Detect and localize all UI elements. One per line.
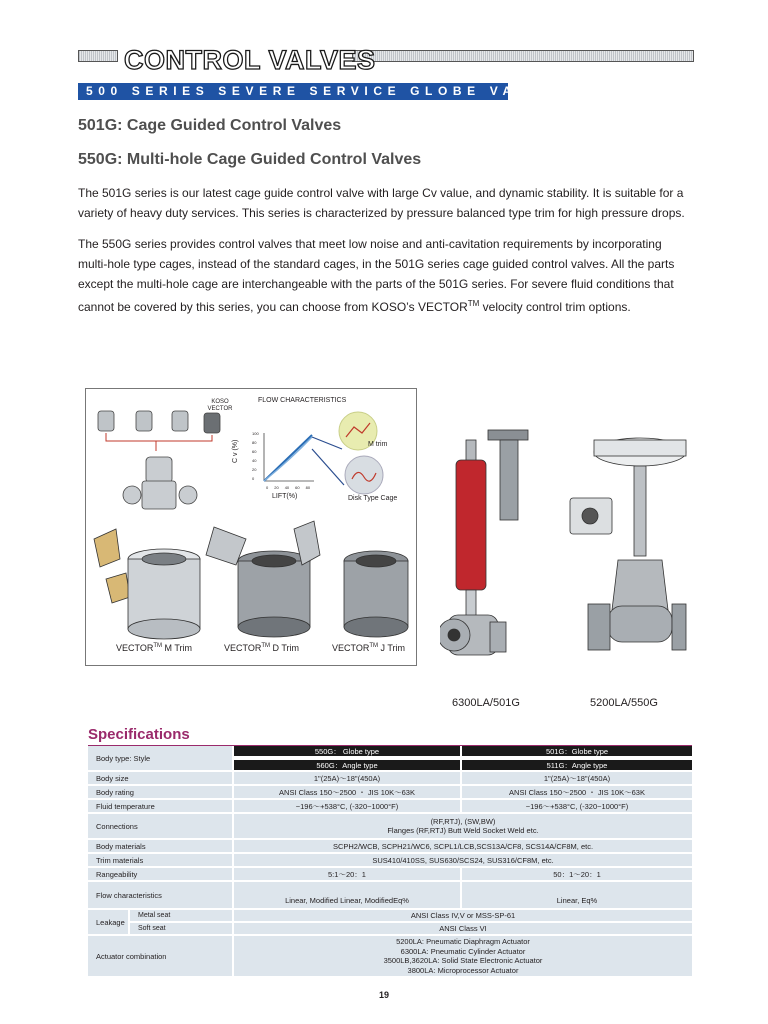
spec-body-type-550g: 550G： Globe type <box>234 746 460 756</box>
spec-body-type-511g: 511G：Angle type <box>462 760 692 770</box>
spec-label-body-type: Body type: Style <box>88 746 232 770</box>
y-tick: 40 <box>252 458 257 463</box>
spec-body-type-501g: 501G：Globe type <box>462 746 692 756</box>
vector-word: VECTOR <box>224 643 262 653</box>
cage-icons-row <box>98 411 220 433</box>
koso-vector-label: KOSO VECTOR <box>207 399 233 412</box>
x-tick: 40 <box>284 485 290 490</box>
valve-6300la-photo <box>440 430 528 655</box>
spec-actuator-5200la: 5200LA: Pneumatic Diaphragm Actuator <box>396 937 530 946</box>
header-stripe-left <box>78 50 118 62</box>
flow-characteristics-chart <box>264 412 383 494</box>
x-tick: 0 <box>266 485 269 490</box>
chart-x-ticks <box>266 485 310 490</box>
spec-body-type-560g: 560G：Angle type <box>234 760 460 770</box>
spec-flow-char-501: Linear, Eq% <box>462 882 692 908</box>
spec-label-connections: Connections <box>88 814 232 838</box>
spec-label-leakage: Leakage <box>88 910 128 934</box>
y-tick: 100 <box>252 431 259 436</box>
y-tick: 60 <box>252 449 257 454</box>
chart-y-ticks <box>252 429 259 483</box>
cage-icon <box>204 413 220 433</box>
chart-x-label: LIFT(%) <box>272 493 298 500</box>
spec-rangeability-550: 5:1～20：1 <box>234 868 460 880</box>
specifications-title: Specifications <box>88 726 190 743</box>
valve-body-sketch <box>123 457 197 509</box>
y-tick: 0 <box>252 476 255 481</box>
spec-label-body-rating: Body rating <box>88 786 232 798</box>
vector-word: VECTOR <box>116 643 154 653</box>
trim-j-text: J Trim <box>380 643 406 653</box>
cage-icon <box>136 411 152 431</box>
x-tick: 60 <box>295 485 300 490</box>
cage-icon <box>172 411 188 431</box>
photo-caption-6300la: 6300LA/501G <box>452 697 520 709</box>
spec-label-body-size: Body size <box>88 772 232 784</box>
spec-label-fluid-temp: Fluid temperature <box>88 800 232 812</box>
tm-sup: TM <box>153 643 163 649</box>
spec-label-soft-seat: Soft seat <box>130 923 232 934</box>
paragraph-550g <box>78 234 694 317</box>
spec-connections <box>234 814 692 838</box>
spec-body-rating-550: ANSI Class 150～2500 ・ JIS 10K～63K <box>234 786 460 798</box>
spec-connections-line1: (RF,RTJ), (SW,BW) <box>430 817 496 826</box>
chart-y-label: C v (%) <box>232 439 239 463</box>
heading-501g: 501G: Cage Guided Control Valves <box>78 117 342 134</box>
trim-illustrations <box>94 521 408 639</box>
trim-j-caption <box>332 643 405 653</box>
spec-metal-seat: ANSI Class IV,V or MSS-SP-61 <box>234 910 692 921</box>
photo-caption-5200la: 5200LA/550G <box>590 697 658 709</box>
paragraph-550g-text: The 550G series provides control valves that meet low noise and anti-cavitation requirements by incorporating multi-hole type cages, instead of the standard cages, in the 501G series cage guided control valves. All the parts except the multi-hole cage are interchangeable with the parts of the 501G series. For severe fluid conditions that cannot be covered by this series, you can choose from KOSO’s VECTOR <box>78 237 675 314</box>
product-photos <box>440 410 690 675</box>
y-tick: 80 <box>252 440 257 445</box>
flow-chart-title: FLOW CHARACTERISTICS <box>258 397 347 404</box>
page-header-title: CONTROL VALVES <box>124 45 376 75</box>
valve-5200la-photo <box>570 438 686 650</box>
spec-fluid-temp-550: −196～+538°C, (-320~1000°F) <box>234 800 460 812</box>
trim-m-caption <box>116 643 192 653</box>
page-number: 19 <box>378 990 389 1000</box>
spec-trim-materials: SUS410/410SS, SUS630/SCS24, SUS316/CF8M, etc. <box>234 854 692 866</box>
vector-trim-figure <box>85 388 417 666</box>
spec-flow-char-550: Linear, Modified Linear, ModifiedEq% <box>234 882 460 908</box>
spec-rangeability-501: 50：1～20：1 <box>462 868 692 880</box>
paragraph-501g: The 501G series is our latest cage guide control valve with large Cv value, and dynamic stability. It is suitable for a variety of heavy duty services. This series is characterized by pressure balanced type trim for high pressure drops. <box>78 186 685 220</box>
spec-label-trim-materials: Trim materials <box>88 854 232 866</box>
spec-body-size-550: 1"(25A)～18"(450A) <box>234 772 460 784</box>
spec-actuator-3800la: 3800LA: Microprocessor Actuator <box>407 965 519 975</box>
disk-cage-label: Disk Type Cage <box>348 495 398 502</box>
cage-icon <box>98 411 114 431</box>
paragraph-550g-end: velocity control trim options. <box>479 300 631 314</box>
tm-sup: TM <box>369 643 379 649</box>
series-banner: 500 SERIES SEVERE SERVICE GLOBE VALVES <box>78 83 508 100</box>
header-stripe-right <box>352 50 694 62</box>
spec-body-materials: SCPH2/WCB, SCPH21/WC6, SCPL1/LCB,SCS13A/CF8, SCS14A/CF8M, etc. <box>234 840 692 852</box>
y-tick: 20 <box>252 467 257 472</box>
spec-actuator-list <box>234 936 692 976</box>
spec-body-size-501: 1"(25A)～18"(450A) <box>462 772 692 784</box>
tm-sup: TM <box>261 643 271 649</box>
spec-body-rating-501: ANSI Class 150～2500 ・ JIS 10K～63K <box>462 786 692 798</box>
trim-d-text: D Trim <box>272 643 300 653</box>
figure-illustrations <box>86 389 416 665</box>
spec-label-rangeability: Rangeability <box>88 868 232 880</box>
trim-d-caption <box>224 643 299 653</box>
x-tick: 80 <box>305 485 311 490</box>
spec-soft-seat: ANSI Class VI <box>234 923 692 934</box>
spec-actuator-6300la: 6300LA: Pneumatic Cylinder Actuator <box>400 946 526 956</box>
spec-label-actuator: Actuator combination <box>88 936 232 976</box>
heading-550g: 550G: Multi-hole Cage Guided Control Valves <box>78 151 422 168</box>
x-tick: 20 <box>274 485 279 490</box>
vector-word: VECTOR <box>332 643 370 653</box>
spec-actuator-3500lb: 3500LB,3620LA: Solid State Electronic Actuator <box>383 956 543 965</box>
m-trim-label: M trim <box>368 441 388 448</box>
spec-label-flow-characteristics: Flow characteristics <box>88 882 232 908</box>
spec-label-metal-seat: Metal seat <box>130 910 232 921</box>
spec-label-body-materials: Body materials <box>88 840 232 852</box>
spec-fluid-temp-501: −196～+538°C, (-320~1000°F) <box>462 800 692 812</box>
trademark-sup: TM <box>467 299 480 308</box>
spec-connections-line2: Flanges (RF,RTJ) Butt Weld Socket Weld etc. <box>387 826 539 835</box>
trim-m-text: M Trim <box>164 643 193 653</box>
